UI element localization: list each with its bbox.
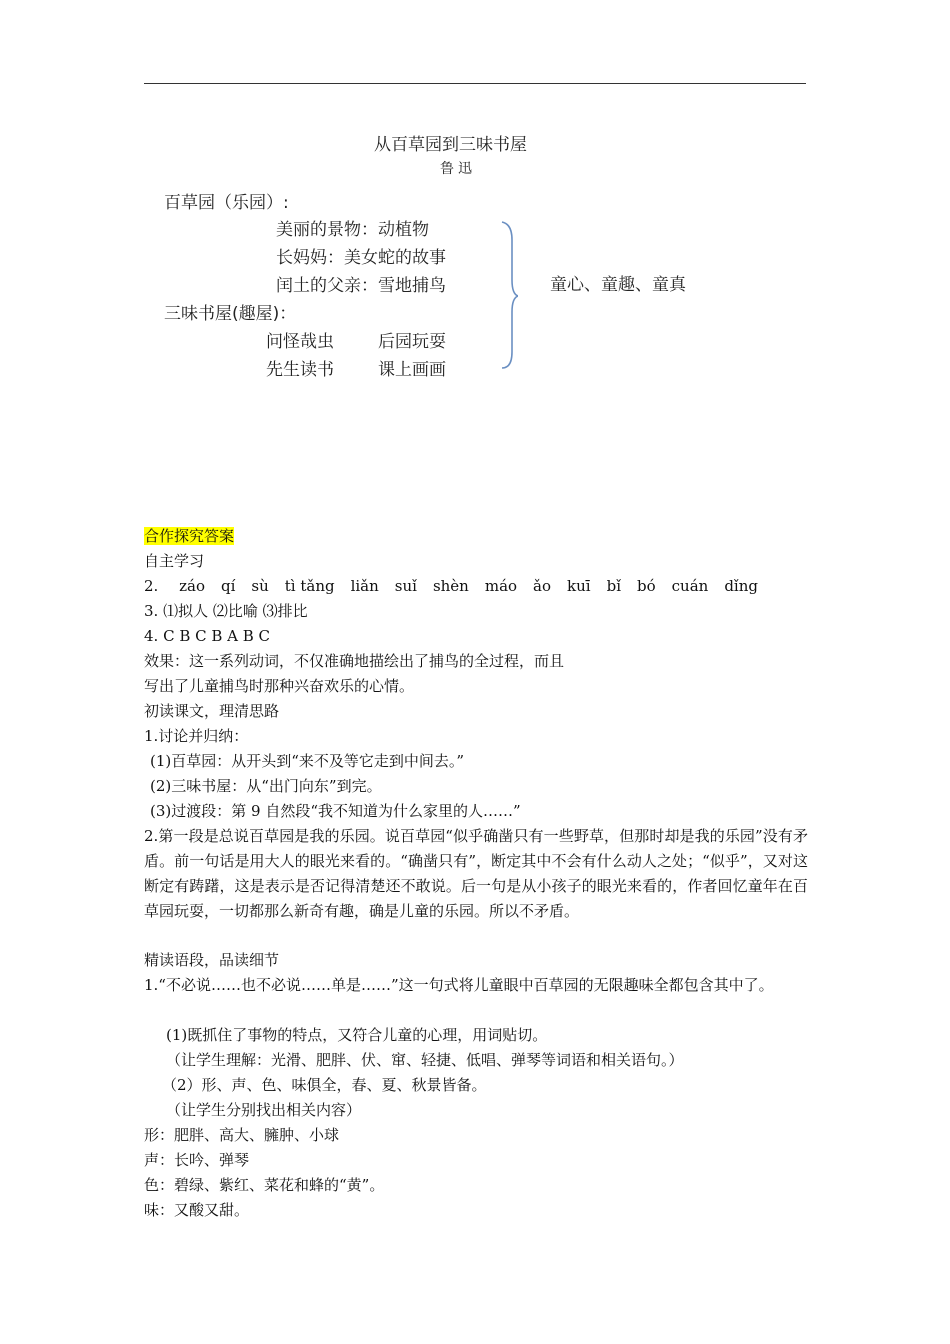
- pinyin-item: kuī: [567, 577, 591, 595]
- pinyin-item: suǐ: [394, 577, 417, 595]
- pinyin-item: cuán: [671, 577, 709, 595]
- pinyin-item: ǎo: [533, 577, 552, 595]
- answer-line: (2)三味书屋：从“出门向东”到完。: [150, 777, 382, 795]
- board-item: 后园玩耍: [378, 332, 446, 352]
- answer-line: 3. ⑴拟人 ⑵比喻 ⑶排比: [144, 602, 308, 620]
- pinyin-item: tì tǎng: [284, 577, 335, 595]
- board-item: 问怪哉虫: [266, 332, 334, 352]
- board-item: 美丽的景物：动植物: [276, 220, 429, 240]
- header-rule: [144, 83, 806, 84]
- pinyin-item: shèn: [432, 577, 469, 595]
- board-notes-image: [150, 118, 750, 388]
- section-self-study: 自主学习: [144, 552, 205, 570]
- answer-line: (1)百草园：从开头到“来不及等它走到中间去。”: [150, 752, 465, 770]
- answer-line: (3)过渡段：第 9 自然段“我不知道为什么家里的人……”: [150, 802, 521, 820]
- board-section-sanweishuwu: 三味书屋(趣屋)：: [164, 304, 297, 324]
- board-section-baicaoyuan: 百草园（乐园）:: [164, 193, 289, 213]
- pinyin-answers: [144, 576, 774, 596]
- pinyin-item: záo: [179, 577, 205, 595]
- pinyin-item: máo: [484, 577, 518, 595]
- section-heading: 精读语段，品读细节: [144, 951, 280, 969]
- answer-line: 写出了儿童捕鸟时那种兴奋欢乐的心情。: [144, 677, 415, 695]
- answer-line: 1.讨论并归纳：: [144, 727, 249, 745]
- answer-line: 味：又酸又甜。: [144, 1201, 250, 1219]
- answer-paragraph: 2.第一段是总说百草园是我的乐园。说百草园“似乎确凿只有一些野草，但那时却是我的乐园”没有矛盾。前一句话是用大人的眼光来看的。“确凿只有”，断定其中不会有什么动人之处；“似乎”，又对这断定有踌躇，这是表示是否记得清楚还不敢说。后一句是从小孩子的眼光来看的，作者回忆童年在百草园玩耍，一切都那么新奇有趣，确是儿童的乐园。所以不矛盾。: [144, 827, 808, 920]
- board-item: 长妈妈：美女蛇的故事: [276, 248, 446, 268]
- pinyin-item: bǐ: [606, 577, 621, 595]
- board-title: 从百草园到三味书屋: [374, 135, 527, 155]
- curly-brace: [498, 220, 518, 370]
- answer-line: （让学生理解：光滑、肥胖、伏、窜、轻捷、低唱、弹琴等词语和相关语句。）: [166, 1051, 684, 1069]
- answer-line: 声：长吟、弹琴: [144, 1151, 250, 1169]
- answers-heading: 合作探究答案: [144, 527, 235, 545]
- pinyin-item: dǐng: [724, 577, 758, 595]
- board-item: 闰土的父亲：雪地捕鸟: [276, 276, 446, 296]
- pinyin-item: qí: [220, 577, 236, 595]
- answer-line: 效果：这一系列动词，不仅准确地描绘出了捕鸟的全过程，而且: [144, 652, 565, 670]
- board-item: 先生读书: [266, 360, 334, 380]
- pinyin-item: sù: [251, 577, 269, 595]
- section-heading: 初读课文，理清思路: [144, 702, 280, 720]
- pinyin-item: liǎn: [350, 577, 379, 595]
- answer-line: （让学生分别找出相关内容）: [166, 1101, 362, 1119]
- board-author: 鲁迅: [440, 161, 476, 177]
- answer-line: 形：肥胖、高大、臃肿、小球: [144, 1126, 340, 1144]
- pinyin-item: bó: [637, 577, 656, 595]
- pinyin-prefix: 2.: [144, 577, 159, 595]
- answer-line: (1)既抓住了事物的特点，又符合儿童的心理，用词贴切。: [166, 1026, 548, 1044]
- board-summary-label: 童心、童趣、童真: [550, 275, 686, 295]
- answer-line: 4. C B C B A B C: [144, 627, 271, 645]
- answer-paragraph: 1.“不必说……也不必说……单是……”这一句式将儿童眼中百草园的无限趣味全都包含其中了。: [144, 976, 774, 994]
- answer-line: （2）形、声、色、味俱全，春、夏、秋景皆备。: [162, 1076, 487, 1094]
- board-item: 课上画画: [378, 360, 446, 380]
- answer-line: 色：碧绿、紫红、菜花和蜂的“黄”。: [144, 1176, 385, 1194]
